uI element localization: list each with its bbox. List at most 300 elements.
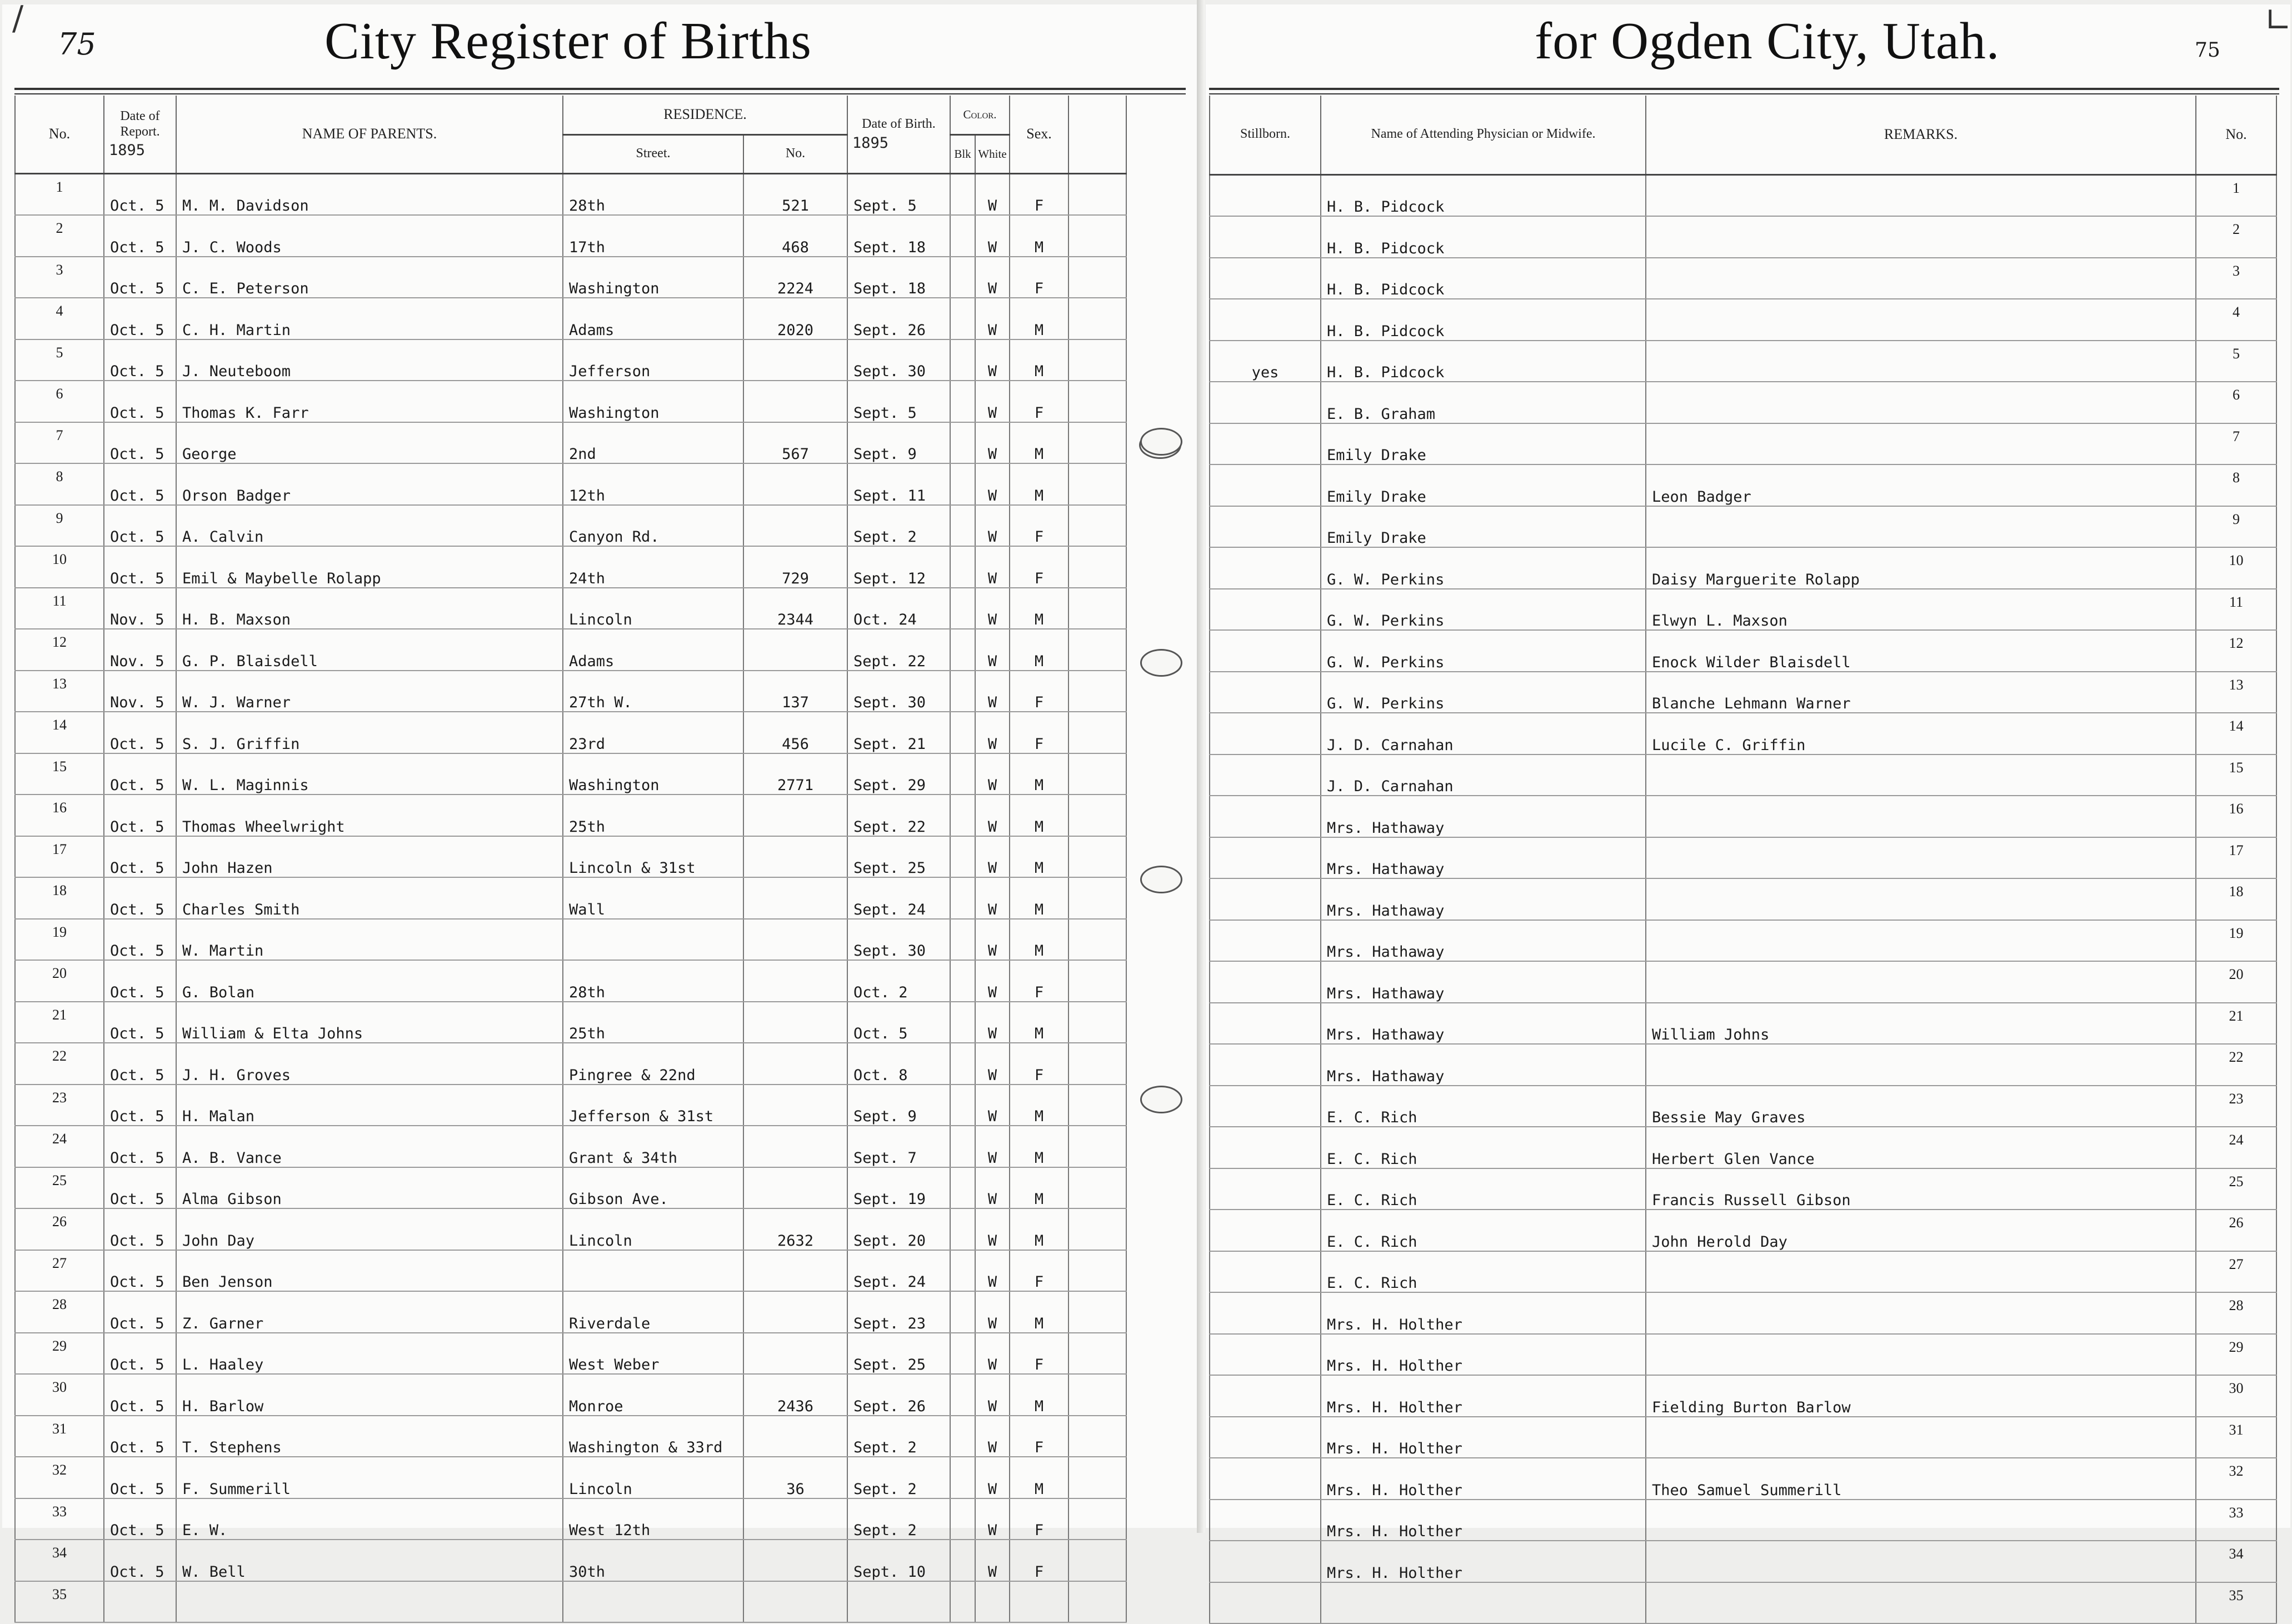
blank-cell-cell	[1068, 1043, 1126, 1085]
residence-street-cell: Grant & 34th	[563, 1126, 743, 1167]
register-entry-left-row	[15, 629, 1126, 671]
residence-street-cell: Washington	[563, 381, 743, 422]
remarks-cell	[1646, 299, 2196, 341]
sex-cell: M	[1010, 463, 1068, 505]
record-number-cell: 11	[2196, 589, 2276, 631]
date-of-birth-cell: Sept. 2	[847, 505, 950, 547]
color-white-cell: W	[975, 960, 1010, 1002]
attending-physician-cell: E. C. Rich	[1321, 1168, 1646, 1210]
blank-cell-cell	[1068, 960, 1126, 1002]
color-white-cell: W	[975, 1291, 1010, 1333]
blank-cell-cell	[1068, 1291, 1126, 1333]
residence-number-cell: 567	[743, 422, 847, 464]
register-entry-right-row	[1210, 1127, 2276, 1168]
record-number-cell: 3	[15, 257, 104, 298]
header-no: No.	[15, 96, 104, 173]
parents-name-cell: W. Bell	[176, 1540, 563, 1581]
date-of-birth-cell: Sept. 2	[847, 1498, 950, 1540]
date-of-report-cell: Oct. 5	[104, 298, 176, 339]
residence-number-cell	[743, 629, 847, 671]
residence-street-cell: 25th	[563, 1002, 743, 1043]
date-of-birth-cell: Sept. 9	[847, 422, 950, 464]
color-blk-cell	[950, 1126, 975, 1167]
record-number-cell: 32	[2196, 1458, 2276, 1500]
blank-cell-cell	[1068, 588, 1126, 629]
attending-physician-cell: G. W. Perkins	[1321, 589, 1646, 631]
remarks-cell	[1646, 506, 2196, 548]
remarks-cell	[1646, 1541, 2196, 1582]
record-number-cell: 1	[2196, 174, 2276, 216]
parents-name-cell: John Hazen	[176, 836, 563, 878]
sex-cell: F	[1010, 712, 1068, 753]
parents-name-cell: L. Haaley	[176, 1333, 563, 1375]
color-blk-cell	[950, 753, 975, 795]
color-blk-cell	[950, 546, 975, 588]
residence-street-cell: 2nd	[563, 422, 743, 464]
color-blk-cell	[950, 1167, 975, 1209]
date-of-birth-cell: Sept. 5	[847, 173, 950, 215]
stillborn-cell	[1210, 1541, 1321, 1582]
parents-name-cell: Thomas Wheelwright	[176, 794, 563, 836]
record-number-cell: 15	[2196, 754, 2276, 796]
register-entry-right-row	[1210, 920, 2276, 962]
record-number-cell: 12	[2196, 630, 2276, 672]
date-of-birth-cell: Sept. 30	[847, 671, 950, 712]
births-table-left	[14, 96, 1127, 1623]
record-number-cell: 10	[15, 546, 104, 588]
register-entry-left-row	[15, 1374, 1126, 1416]
attending-physician-cell: H. B. Pidcock	[1321, 299, 1646, 341]
sex-cell: F	[1010, 546, 1068, 588]
date-of-report-cell: Oct. 5	[104, 1540, 176, 1581]
date-of-birth-cell: Oct. 2	[847, 960, 950, 1002]
date-of-report-cell: Nov. 5	[104, 629, 176, 671]
register-entry-left-row	[15, 257, 1126, 298]
date-of-report-cell: Oct. 5	[104, 1291, 176, 1333]
stillborn-cell	[1210, 1044, 1321, 1086]
color-blk-cell	[950, 1498, 975, 1540]
remarks-cell	[1646, 216, 2196, 258]
color-blk-cell	[950, 919, 975, 961]
color-blk-cell	[950, 1291, 975, 1333]
blank-cell-cell	[1068, 1085, 1126, 1126]
date-of-report-cell: Oct. 5	[104, 339, 176, 381]
births-table-left-body	[15, 173, 1126, 1622]
remarks-cell	[1646, 1292, 2196, 1334]
header-rule-top-right	[1209, 88, 2279, 90]
record-number-cell: 5	[15, 339, 104, 381]
blank-cell-cell	[1068, 712, 1126, 753]
parents-name-cell: Orson Badger	[176, 463, 563, 505]
attending-physician-cell: Mrs. Hathaway	[1321, 1003, 1646, 1045]
parents-name-cell: J. Neuteboom	[176, 339, 563, 381]
stillborn-cell	[1210, 961, 1321, 1003]
residence-number-cell	[743, 505, 847, 547]
stillborn-cell	[1210, 1334, 1321, 1376]
date-of-report-cell: Oct. 5	[104, 794, 176, 836]
record-number-cell: 24	[2196, 1127, 2276, 1168]
attending-physician-cell: H. B. Pidcock	[1321, 258, 1646, 299]
header-birth-year: 1895	[852, 134, 889, 152]
remarks-cell	[1646, 878, 2196, 920]
record-number-cell: 16	[15, 794, 104, 836]
record-number-cell: 27	[2196, 1251, 2276, 1293]
remarks-cell: Francis Russell Gibson	[1646, 1168, 2196, 1210]
blank-cell-cell	[1068, 1374, 1126, 1416]
blank-cell-cell	[1068, 1498, 1126, 1540]
header-name-of-parents: NAME OF PARENTS.	[176, 96, 563, 173]
residence-street-cell: 17th	[563, 215, 743, 257]
parents-name-cell: F. Summerill	[176, 1457, 563, 1498]
attending-physician-cell: Mrs. Hathaway	[1321, 1044, 1646, 1086]
attending-physician-cell: Emily Drake	[1321, 423, 1646, 465]
sex-cell: M	[1010, 1167, 1068, 1209]
date-of-report-cell: Oct. 5	[104, 463, 176, 505]
color-blk-cell	[950, 1043, 975, 1085]
remarks-cell	[1646, 837, 2196, 879]
blank-cell-cell	[1068, 1581, 1126, 1623]
remarks-cell	[1646, 174, 2196, 216]
blank-cell-cell	[1068, 422, 1126, 464]
date-of-report-cell: Oct. 5	[104, 215, 176, 257]
residence-number-cell: 456	[743, 712, 847, 753]
blank-cell-cell	[1068, 173, 1126, 215]
parents-name-cell: S. J. Griffin	[176, 712, 563, 753]
color-blk-cell	[950, 794, 975, 836]
attending-physician-cell: Mrs. Hathaway	[1321, 920, 1646, 962]
residence-number-cell: 2436	[743, 1374, 847, 1416]
sex-cell: M	[1010, 1002, 1068, 1043]
attending-physician-cell: Mrs. H. Holther	[1321, 1458, 1646, 1500]
sex-cell: M	[1010, 1457, 1068, 1498]
remarks-cell	[1646, 1044, 2196, 1086]
color-blk-cell	[950, 339, 975, 381]
remarks-cell: Daisy Marguerite Rolapp	[1646, 547, 2196, 589]
record-number-cell: 3	[2196, 258, 2276, 299]
register-entry-right-row	[1210, 258, 2276, 299]
residence-number-cell	[743, 1581, 847, 1623]
register-entry-right-row	[1210, 1086, 2276, 1127]
parents-name-cell: George	[176, 422, 563, 464]
header-stillborn: Stillborn.	[1210, 96, 1321, 174]
parents-name-cell: Alma Gibson	[176, 1167, 563, 1209]
date-of-birth-cell	[847, 1581, 950, 1623]
record-number-cell: 13	[2196, 672, 2276, 713]
stillborn-cell	[1210, 1251, 1321, 1293]
remarks-cell: Elwyn L. Maxson	[1646, 589, 2196, 631]
residence-street-cell: 24th	[563, 546, 743, 588]
residence-street-cell: Lincoln	[563, 1457, 743, 1498]
record-number-cell: 29	[15, 1333, 104, 1375]
residence-number-cell: 2771	[743, 753, 847, 795]
remarks-cell	[1646, 382, 2196, 423]
residence-number-cell	[743, 1126, 847, 1167]
header-street: Street.	[563, 134, 743, 173]
color-white-cell: W	[975, 1167, 1010, 1209]
color-white-cell: W	[975, 422, 1010, 464]
register-entry-right-row	[1210, 341, 2276, 382]
parents-name-cell: H. Barlow	[176, 1374, 563, 1416]
residence-number-cell	[743, 960, 847, 1002]
record-number-cell: 21	[15, 1002, 104, 1043]
attending-physician-cell: Mrs. H. Holther	[1321, 1541, 1646, 1582]
color-blk-cell	[950, 671, 975, 712]
stillborn-cell	[1210, 216, 1321, 258]
attending-physician-cell: Mrs. Hathaway	[1321, 796, 1646, 837]
date-of-report-cell: Oct. 5	[104, 753, 176, 795]
register-entry-left-row	[15, 836, 1126, 878]
parents-name-cell: W. L. Maginnis	[176, 753, 563, 795]
color-white-cell: W	[975, 877, 1010, 919]
residence-street-cell: 25th	[563, 794, 743, 836]
record-number-cell: 7	[2196, 423, 2276, 465]
color-white-cell: W	[975, 1416, 1010, 1457]
sex-cell: M	[1010, 1085, 1068, 1126]
register-entry-left-row	[15, 919, 1126, 961]
date-of-birth-cell: Sept. 30	[847, 339, 950, 381]
residence-number-cell	[743, 339, 847, 381]
record-number-cell: 4	[2196, 299, 2276, 341]
residence-number-cell	[743, 794, 847, 836]
remarks-cell	[1646, 1582, 2196, 1624]
color-blk-cell	[950, 1581, 975, 1623]
sex-cell	[1010, 1581, 1068, 1623]
sex-cell: M	[1010, 794, 1068, 836]
color-blk-cell	[950, 1374, 975, 1416]
register-title: City Register of Births	[324, 12, 812, 70]
parents-name-cell: Ben Jenson	[176, 1250, 563, 1292]
date-of-birth-cell: Sept. 21	[847, 712, 950, 753]
color-blk-cell	[950, 1002, 975, 1043]
header-date-of-birth-label: Date of Birth.	[862, 116, 936, 131]
color-white-cell: W	[975, 298, 1010, 339]
date-of-report-cell: Oct. 5	[104, 1126, 176, 1167]
record-number-cell: 17	[15, 836, 104, 878]
record-number-cell: 2	[2196, 216, 2276, 258]
color-blk-cell	[950, 588, 975, 629]
register-entry-left-row	[15, 1291, 1126, 1333]
residence-number-cell: 729	[743, 546, 847, 588]
parents-name-cell: W. Martin	[176, 919, 563, 961]
stillborn-cell	[1210, 423, 1321, 465]
attending-physician-cell: Emily Drake	[1321, 464, 1646, 506]
parents-name-cell: H. Malan	[176, 1085, 563, 1126]
stillborn-cell	[1210, 1500, 1321, 1541]
color-white-cell: W	[975, 1457, 1010, 1498]
blank-cell-cell	[1068, 339, 1126, 381]
parents-name-cell: J. H. Groves	[176, 1043, 563, 1085]
blank-cell-cell	[1068, 1208, 1126, 1250]
residence-street-cell: Lincoln	[563, 1208, 743, 1250]
attending-physician-cell: E. B. Graham	[1321, 382, 1646, 423]
blank-cell-cell	[1068, 298, 1126, 339]
remarks-cell	[1646, 258, 2196, 299]
header-report-year: 1895	[109, 142, 146, 159]
blank-cell-cell	[1068, 1416, 1126, 1457]
residence-street-cell: Canyon Rd.	[563, 505, 743, 547]
color-white-cell: W	[975, 1374, 1010, 1416]
register-entry-left-row	[15, 546, 1126, 588]
register-entry-right-row	[1210, 216, 2276, 258]
attending-physician-cell: H. B. Pidcock	[1321, 216, 1646, 258]
stillborn-cell: yes	[1210, 341, 1321, 382]
sex-cell: M	[1010, 1374, 1068, 1416]
sex-cell: M	[1010, 629, 1068, 671]
record-number-cell: 31	[15, 1416, 104, 1457]
remarks-cell	[1646, 796, 2196, 837]
register-entry-left-row	[15, 794, 1126, 836]
residence-number-cell: 36	[743, 1457, 847, 1498]
residence-number-cell	[743, 1250, 847, 1292]
blank-cell-cell	[1068, 794, 1126, 836]
attending-physician-cell: Mrs. H. Holther	[1321, 1500, 1646, 1541]
register-entry-right-row	[1210, 589, 2276, 631]
residence-street-cell: Wall	[563, 877, 743, 919]
sex-cell: F	[1010, 257, 1068, 298]
residence-street-cell: West 12th	[563, 1498, 743, 1540]
residence-number-cell	[743, 1291, 847, 1333]
blank-cell-cell	[1068, 1126, 1126, 1167]
register-entry-right-row	[1210, 1003, 2276, 1045]
record-number-cell: 22	[15, 1043, 104, 1085]
punch-hole	[1140, 428, 1182, 456]
remarks-cell	[1646, 920, 2196, 962]
right-register-page	[1206, 1, 2292, 1603]
date-of-birth-cell: Sept. 30	[847, 919, 950, 961]
register-entry-right-row	[1210, 1500, 2276, 1541]
register-entry-right-row	[1210, 837, 2276, 879]
record-number-cell: 30	[15, 1374, 104, 1416]
color-white-cell: W	[975, 1333, 1010, 1375]
register-entry-right-row	[1210, 1292, 2276, 1334]
record-number-cell: 33	[15, 1498, 104, 1540]
date-of-birth-cell: Sept. 23	[847, 1291, 950, 1333]
color-blk-cell	[950, 381, 975, 422]
residence-street-cell: Lincoln & 31st	[563, 836, 743, 878]
date-of-report-cell: Oct. 5	[104, 1167, 176, 1209]
residence-street-cell: Riverdale	[563, 1291, 743, 1333]
color-blk-cell	[950, 629, 975, 671]
record-number-cell: 25	[2196, 1168, 2276, 1210]
blank-cell-cell	[1068, 1333, 1126, 1375]
stillborn-cell	[1210, 589, 1321, 631]
residence-number-cell	[743, 381, 847, 422]
blank-cell-cell	[1068, 1540, 1126, 1581]
residence-street-cell: Jefferson & 31st	[563, 1085, 743, 1126]
residence-number-cell	[743, 919, 847, 961]
residence-number-cell: 2632	[743, 1208, 847, 1250]
residence-street-cell: Washington	[563, 257, 743, 298]
date-of-birth-cell: Sept. 24	[847, 1250, 950, 1292]
left-page-number: 75	[58, 27, 96, 62]
date-of-report-cell: Oct. 5	[104, 1457, 176, 1498]
color-white-cell: W	[975, 1043, 1010, 1085]
parents-name-cell: C. E. Peterson	[176, 257, 563, 298]
sex-cell: M	[1010, 836, 1068, 878]
color-blk-cell	[950, 173, 975, 215]
register-entry-left-row	[15, 1208, 1126, 1250]
residence-street-cell: 12th	[563, 463, 743, 505]
parents-name-cell: A. B. Vance	[176, 1126, 563, 1167]
attending-physician-cell: Mrs. H. Holther	[1321, 1292, 1646, 1334]
sex-cell: M	[1010, 588, 1068, 629]
register-entry-left-row	[15, 671, 1126, 712]
attending-physician-cell: G. W. Perkins	[1321, 630, 1646, 672]
header-date-of-report	[104, 96, 176, 173]
color-white-cell: W	[975, 1085, 1010, 1126]
register-entry-right-row	[1210, 1458, 2276, 1500]
date-of-birth-cell: Sept. 18	[847, 215, 950, 257]
residence-street-cell: Washington & 33rd	[563, 1416, 743, 1457]
residence-street-cell: 28th	[563, 173, 743, 215]
register-entry-left-row	[15, 505, 1126, 547]
record-number-cell: 35	[15, 1581, 104, 1623]
parents-name-cell: A. Calvin	[176, 505, 563, 547]
register-entry-left-row	[15, 1540, 1126, 1581]
sex-cell: M	[1010, 1126, 1068, 1167]
color-blk-cell	[950, 877, 975, 919]
blank-cell-cell	[1068, 1250, 1126, 1292]
register-entry-left-row	[15, 877, 1126, 919]
remarks-cell: Blanche Lehmann Warner	[1646, 672, 2196, 713]
right-page-number: 75	[2195, 39, 2220, 62]
header-date-of-birth	[847, 96, 950, 173]
record-number-cell: 28	[15, 1291, 104, 1333]
date-of-report-cell: Oct. 5	[104, 1208, 176, 1250]
record-number-cell: 19	[2196, 920, 2276, 962]
remarks-cell	[1646, 1251, 2196, 1293]
residence-number-cell	[743, 1002, 847, 1043]
record-number-cell: 9	[2196, 506, 2276, 548]
record-number-cell: 25	[15, 1167, 104, 1209]
blank-cell-cell	[1068, 1167, 1126, 1209]
date-of-report-cell: Oct. 5	[104, 1333, 176, 1375]
register-entry-right-row	[1210, 547, 2276, 589]
remarks-cell: William Johns	[1646, 1003, 2196, 1045]
blank-cell-cell	[1068, 463, 1126, 505]
header-sex: Sex.	[1010, 96, 1068, 173]
blank-cell-cell	[1068, 836, 1126, 878]
register-entry-left-row	[15, 339, 1126, 381]
date-of-birth-cell: Sept. 19	[847, 1167, 950, 1209]
sex-cell: M	[1010, 1291, 1068, 1333]
parents-name-cell: Thomas K. Farr	[176, 381, 563, 422]
color-white-cell: W	[975, 671, 1010, 712]
stillborn-cell	[1210, 258, 1321, 299]
record-number-cell: 23	[15, 1085, 104, 1126]
register-entry-left-row	[15, 1126, 1126, 1167]
residence-street-cell: Gibson Ave.	[563, 1167, 743, 1209]
sex-cell: F	[1010, 960, 1068, 1002]
register-entry-right-row	[1210, 961, 2276, 1003]
corner-tick-mark-right: ∟	[2264, 1, 2292, 40]
residence-street-cell	[563, 1250, 743, 1292]
date-of-report-cell: Oct. 5	[104, 381, 176, 422]
parents-name-cell: John Day	[176, 1208, 563, 1250]
date-of-report-cell: Oct. 5	[104, 877, 176, 919]
date-of-birth-cell: Oct. 24	[847, 588, 950, 629]
date-of-report-cell: Nov. 5	[104, 671, 176, 712]
remarks-cell: Lucile C. Griffin	[1646, 713, 2196, 754]
residence-number-cell	[743, 463, 847, 505]
color-blk-cell	[950, 1457, 975, 1498]
color-blk-cell	[950, 1540, 975, 1581]
sex-cell: M	[1010, 422, 1068, 464]
register-entry-right-row	[1210, 1168, 2276, 1210]
register-entry-right-row	[1210, 878, 2276, 920]
record-number-cell: 30	[2196, 1375, 2276, 1417]
remarks-cell	[1646, 754, 2196, 796]
